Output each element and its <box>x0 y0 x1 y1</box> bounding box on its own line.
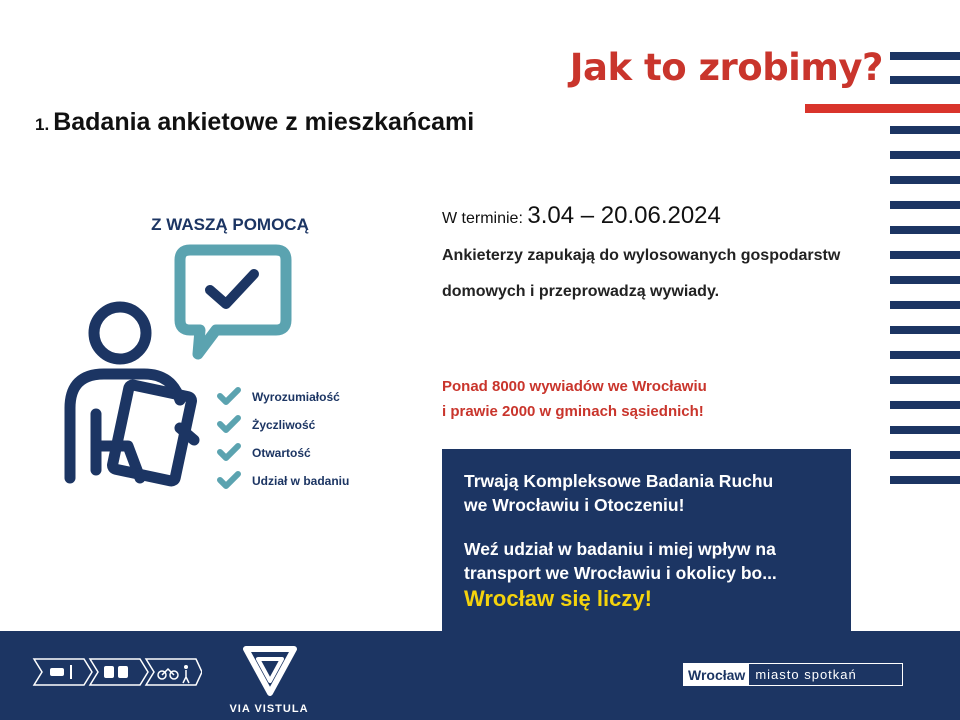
interview-highlight <box>442 374 862 424</box>
survey-term <box>442 202 721 230</box>
footer-bar <box>0 631 960 720</box>
transport-modes-icon <box>32 657 202 687</box>
checklist-item: Otwartość <box>252 446 311 460</box>
info-line: we Wrocławiu i Otoczeniu! <box>464 495 685 515</box>
checklist <box>220 390 349 488</box>
car-icon <box>50 668 64 676</box>
survey-description: Ankieterzy zapukają do wylosowanych gospodarstw domowych i przeprowadzą wywiady. <box>442 247 841 300</box>
subtitle-text: Badania ankietowe z mieszkańcami <box>53 108 475 136</box>
person-icon <box>70 307 194 482</box>
checklist-item: Wyrozumiałość <box>252 390 340 404</box>
checklist-item: Udział w badaniu <box>252 474 350 488</box>
term-label: W terminie: <box>442 210 523 227</box>
info-line: Weź udział w badaniu i miej wpływ na <box>464 539 776 559</box>
slide-title: Jak to zrobimy? <box>569 46 883 89</box>
illustration-heading: Z WASZĄ POMOCĄ <box>151 215 309 234</box>
decorative-stripes <box>890 52 960 492</box>
via-vistula-logo <box>224 641 314 715</box>
speech-bubble-icon <box>180 250 286 354</box>
info-line: Trwają Kompleksowe Badania Ruchu <box>464 471 774 491</box>
red-accent-bar <box>805 104 960 113</box>
checklist-item: Życzliwość <box>252 418 316 432</box>
subtitle-number: 1. <box>35 115 50 134</box>
info-line: transport we Wrocławiu i okolicy bo... <box>464 563 777 583</box>
slogan: Wrocław się liczy! <box>464 586 652 611</box>
survey-illustration <box>48 178 388 508</box>
highlight-line: Ponad 8000 wywiadów we Wrocławiu <box>442 378 707 395</box>
bike-icon <box>158 669 178 679</box>
wroclaw-logo <box>683 663 903 686</box>
bus-icon <box>104 666 114 678</box>
wroclaw-logo-tagline: miasto spotkań <box>755 667 857 682</box>
pedestrian-icon <box>184 665 188 669</box>
tram-icon <box>118 666 128 678</box>
via-vistula-emblem-icon <box>224 641 314 697</box>
via-vistula-label: VIA VISTULA <box>229 703 309 715</box>
wroclaw-logo-name: Wrocław <box>684 664 749 685</box>
highlight-line: i prawie 2000 w gminach sąsiednich! <box>442 403 704 420</box>
info-box <box>442 449 851 631</box>
road-icon <box>70 665 72 679</box>
term-date: 3.04 – 20.06.2024 <box>527 202 721 229</box>
slide-subtitle <box>35 108 474 137</box>
